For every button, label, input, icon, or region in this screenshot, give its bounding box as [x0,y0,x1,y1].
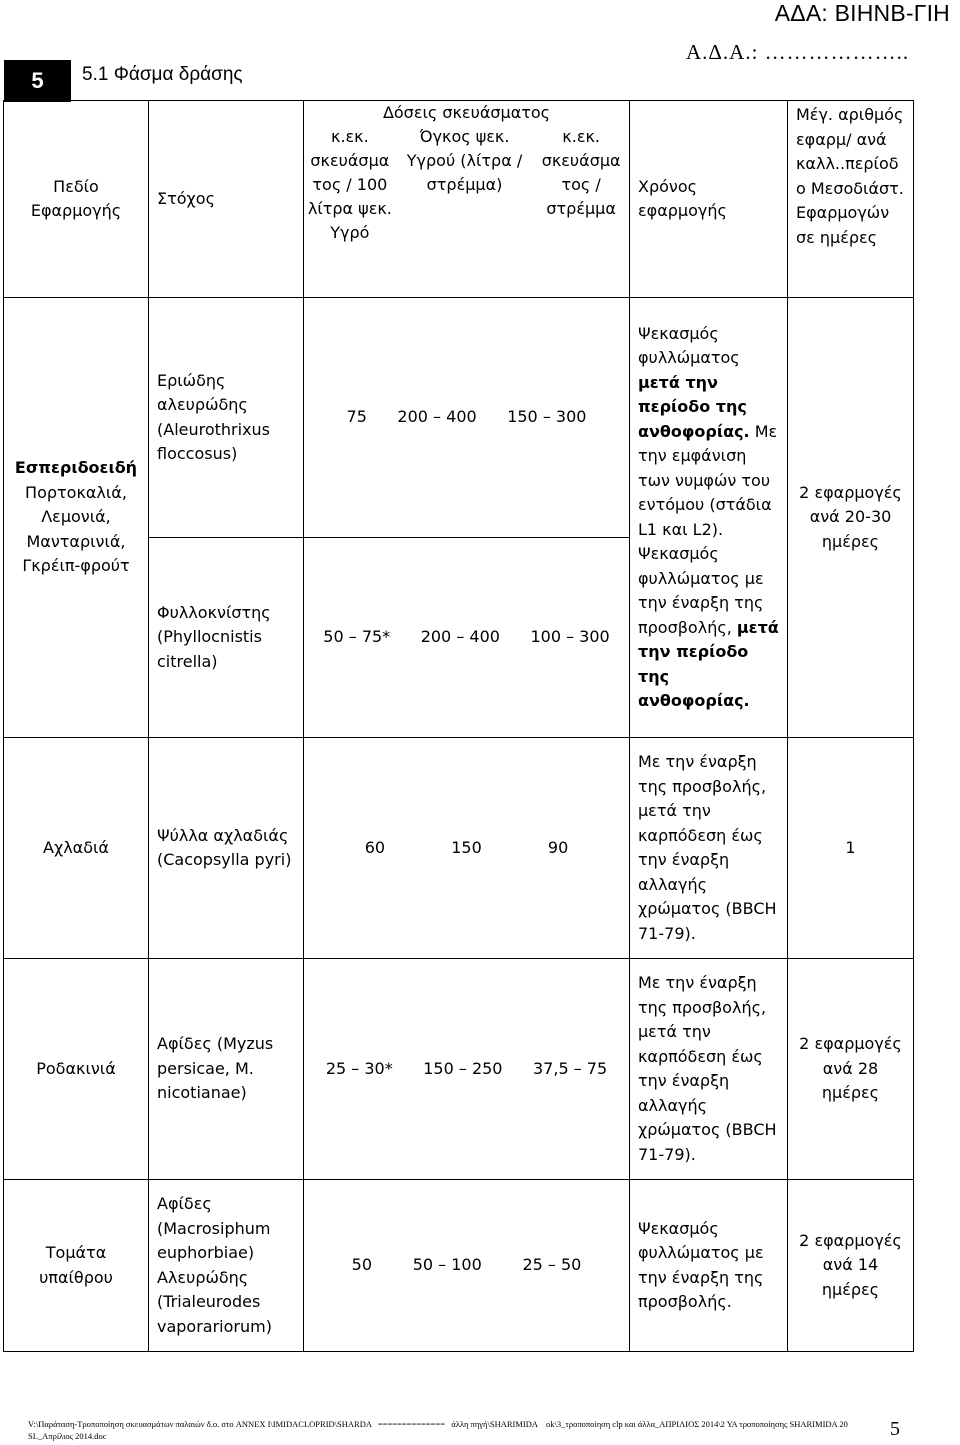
max-apps-cell: 2 εφαρμογές ανά 28 ημέρες [788,959,914,1180]
timing-text: Με την εμφάνιση των νυμφών του εντόμου (στάδια L1 και L2). [638,421,778,539]
max-apps-cell: 2 εφαρμογές ανά 20-30 ημέρες [788,298,914,738]
volume-value: 50 – 100 [412,1255,482,1275]
footer-path [28,1418,848,1442]
footer-line-1: V:\Παράταση-Τροποποίηση σκευασμάτων παλαιών δ.ο. στο ANNEX I\IMIDACLOPRID\SHARDA ============== άλλη πηγή\SHARIMIDA ok\3_τροποποίηση clp και άλλα_ΑΠΡΙΛΙΟΣ 2014\2 ΥΑ τροποποίησης SHARIMIDA 20 [28,1419,848,1429]
header-dose-per-100l: κ.εκ. σκευάσμα τος / 100 λίτρα ψεκ. Υγρό [307,127,392,242]
header-target: Στόχος [149,101,304,298]
dose-value: 50 [351,1255,372,1275]
timing-text: Ψεκασμός φυλλώματος με την έναρξη της προσβολής, [638,544,764,637]
timing-text: Ψεκασμός φυλλώματος [638,323,740,367]
crop-list: Πορτοκαλιά, Λεμονιά, Μανταρινιά, Γκρέιπ-φρούτ [22,482,130,576]
table-row [4,298,914,538]
target-cell: Φυλλοκνίστης (Phyllocnistis citrella) [149,538,304,738]
timing-bold: μετά την περίοδο της ανθοφορίας. [638,617,779,710]
dose-value: 75 [346,407,367,427]
timing-bold: μετά την περίοδο της ανθοφορίας. [638,372,750,441]
timing-cell: Ψεκασμός φυλλώματος με την έναρξη της προσβολής. [630,1180,788,1352]
crop-cell: Αχλαδιά [4,738,149,959]
volume-value: 200 – 400 [397,407,477,427]
per-stremma-value: 100 – 300 [530,627,610,647]
header-doses [304,101,630,298]
dose-value: 60 [364,837,386,857]
section-number: 5 [4,60,71,102]
crop-cell [4,298,149,738]
timing-cell [630,298,788,738]
volume-value: 150 [451,837,482,857]
max-apps-cell: 1 [788,738,914,959]
dose-cell [304,298,630,538]
target-cell: Αφίδες (Myzus persicae, M. nicotianae) [149,959,304,1180]
header-doses-title: Δόσεις σκευάσματος [382,103,551,122]
volume-value: 150 – 250 [423,1058,503,1078]
header-spray-volume: Όγκος ψεκ. Υγρού (λίτρα / στρέμμα) [406,127,523,194]
ada-field: Α.Δ.Α.: ……………….. [686,40,910,64]
header-max-apps: Μέγ. αριθμός εφαρμ/ ανά καλλ..περίοδ ο Μεσοδιάστ. Εφαρμογών σε ημέρες [788,101,914,298]
max-apps-cell: 2 εφαρμογές ανά 14 ημέρες [788,1180,914,1352]
dose-value: 50 – 75* [323,627,391,647]
ada-code: ΑΔΑ: ΒΙΗΝΒ-ΓΙΗ [774,0,950,26]
header-field: Πεδίο Εφαρμογής [4,101,149,298]
volume-value: 200 – 400 [420,627,500,647]
timing-cell: Με την έναρξη της προσβολής, μετά την καρπόδεση έως την έναρξη αλλαγής χρώματος (BBCH 71-79). [630,738,788,959]
dose-cell [304,1180,630,1352]
table-row [4,959,914,1180]
target-cell: Εριώδης αλευρώδης (Aleurothrixus floccosus) [149,298,304,538]
dose-cell [304,538,630,738]
per-stremma-value: 150 – 300 [507,407,587,427]
per-stremma-value: 25 – 50 [522,1255,582,1275]
page-number: 5 [890,1418,900,1440]
dose-cell [304,959,630,1180]
header-timing: Χρόνος εφαρμογής [630,101,788,298]
target-cell: Αφίδες (Macrosiphum euphorbiae) Αλευρώδης (Trialeurodes vaporariorum) [149,1180,304,1352]
footer-line-2: SL_Απρίλιος 2014.doc [28,1431,107,1441]
per-stremma-value: 90 [547,837,569,857]
per-stremma-value: 37,5 – 75 [533,1058,608,1078]
dose-cell [304,738,630,959]
crop-cell: Ροδακινιά [4,959,149,1180]
section-title: 5.1 Φάσμα δράσης [82,64,243,85]
target-cell: Ψύλλα αχλαδιάς (Cacopsylla pyri) [149,738,304,959]
dose-value: 25 – 30* [325,1058,393,1078]
application-table [3,100,914,1352]
header-row [4,101,914,298]
timing-cell: Με την έναρξη της προσβολής, μετά την καρπόδεση έως την έναρξη αλλαγής χρώματος (BBCH 71-79). [630,959,788,1180]
table-row [4,1180,914,1352]
crop-group-label: Εσπεριδοειδή [14,458,138,478]
table-row [4,738,914,959]
crop-cell: Τομάτα υπαίθρου [4,1180,149,1352]
header-dose-per-stremma: κ.εκ. σκευάσμα τος / στρέμμα [541,127,621,218]
